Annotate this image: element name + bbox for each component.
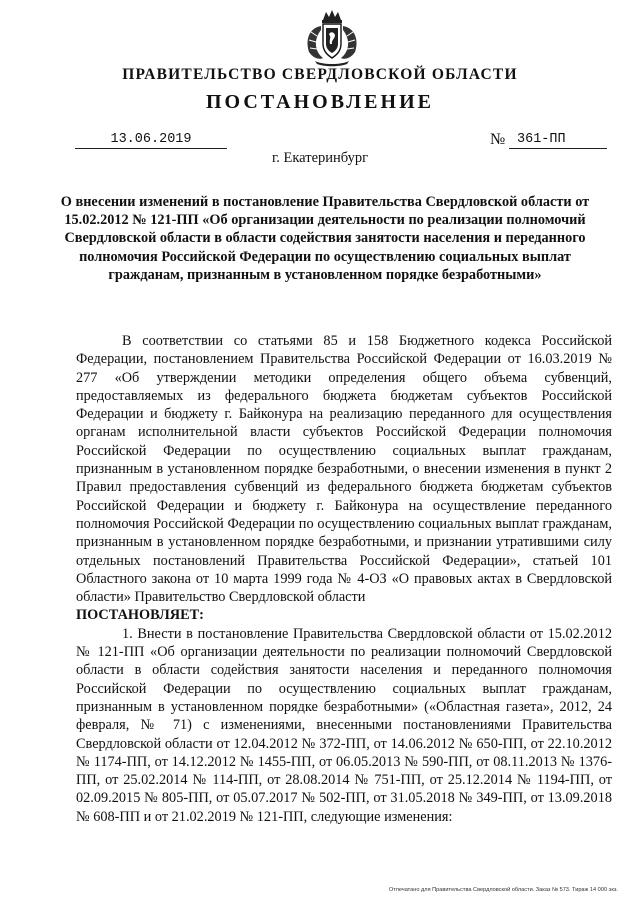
city: г. Екатеринбург — [271, 150, 369, 166]
government-title: ПРАВИТЕЛЬСТВО СВЕРДЛОВСКОЙ ОБЛАСТИ — [122, 66, 518, 83]
document-number: 361-ПП — [509, 132, 607, 149]
preamble-paragraph: В соответствии со статьями 85 и 158 Бюджетного кодекса Российской Федерации, постановлением Правительства Российской Федерации от 16.03.2019 № 277 «Об утверждении методики определения общего объема субвенций, предоставляемых из федерального бюджета бюджетам субъектов Российской Федерации и бюджету г. Байконура на реализацию переданного для осуществления органам исполнительной власти субъектов Российской Федерации полномочия Российской Федерации по осуществлению социальных выплат гражданам, признанным в установленном порядке безработными, о внесении изменения в пункт 2 Правил предоставления субвенций из федерального бюджета бюджетам субъектов Российской Федерации и бюджету г. Байконура на осуществление переданного полномочия Российской Федерации по осуществлению социальных выплат гражданам, признанным в установленном порядке безработными, и признании утратившими силу отдельных постановлений Правительства Российской Федерации», статьей 101 Областного закона от 10 марта 1999 года № 4-ОЗ «О правовых актах в Свердловской области» Правительство Свердловской области — [76, 333, 612, 606]
document-date: 13.06.2019 — [75, 132, 227, 149]
document-body — [76, 332, 612, 826]
print-note: Отпечатано для Правительства Свердловской области. Заказ № 573. Тираж 14 000 экз. — [388, 887, 618, 893]
item-1-paragraph: 1. Внести в постановление Правительства Свердловской области от 15.02.2012 № 121-ПП «Об организации деятельности по реализации полномочий Свердловской области в области содействия занятости населения и переданного полномочия Российской Федерации по осуществлению социальных выплат гражданам, признанным в установленном порядке безработными» («Областная газета», 2012, 24 февраля, № 71) с изменениями, внесенными постановлениями Правительства Свердловской области от 12.04.2012 № 372-ПП, от 14.06.2012 № 650-ПП, от 22.10.2012 № 1174-ПП, от 14.12.2012 № 1455-ПП, от 06.05.2013 № 590-ПП, от 08.11.2013 № 1376-ПП, от 25.02.2014 № 114-ПП, от 28.08.2014 № 751-ПП, от 25.12.2014 № 1194-ПП, от 02.09.2015 № 805-ПП, от 05.07.2017 № 502-ПП, от 31.05.2018 № 349-ПП, от 13.09.2018 № 608-ПП и от 21.02.2019 № 121-ПП, следующие изменения: — [76, 625, 612, 825]
coat-of-arms-emblem — [301, 6, 363, 68]
document-heading: О внесении изменений в постановление Правительства Свердловской области от 15.02.2012 № 121-ПП «Об организации деятельности по реализации полномочий Свердловской области в области содействия занятости населения и переданного полномочия Российской Федерации по осуществлению социальных выплат гражданам, признанным в установленном порядке безработными» — [60, 194, 590, 283]
document-type: ПОСТАНОВЛЕНИЕ — [206, 91, 434, 113]
number-label: № — [490, 131, 506, 148]
resolve-heading: ПОСТАНОВЛЯЕТ: — [76, 607, 204, 624]
